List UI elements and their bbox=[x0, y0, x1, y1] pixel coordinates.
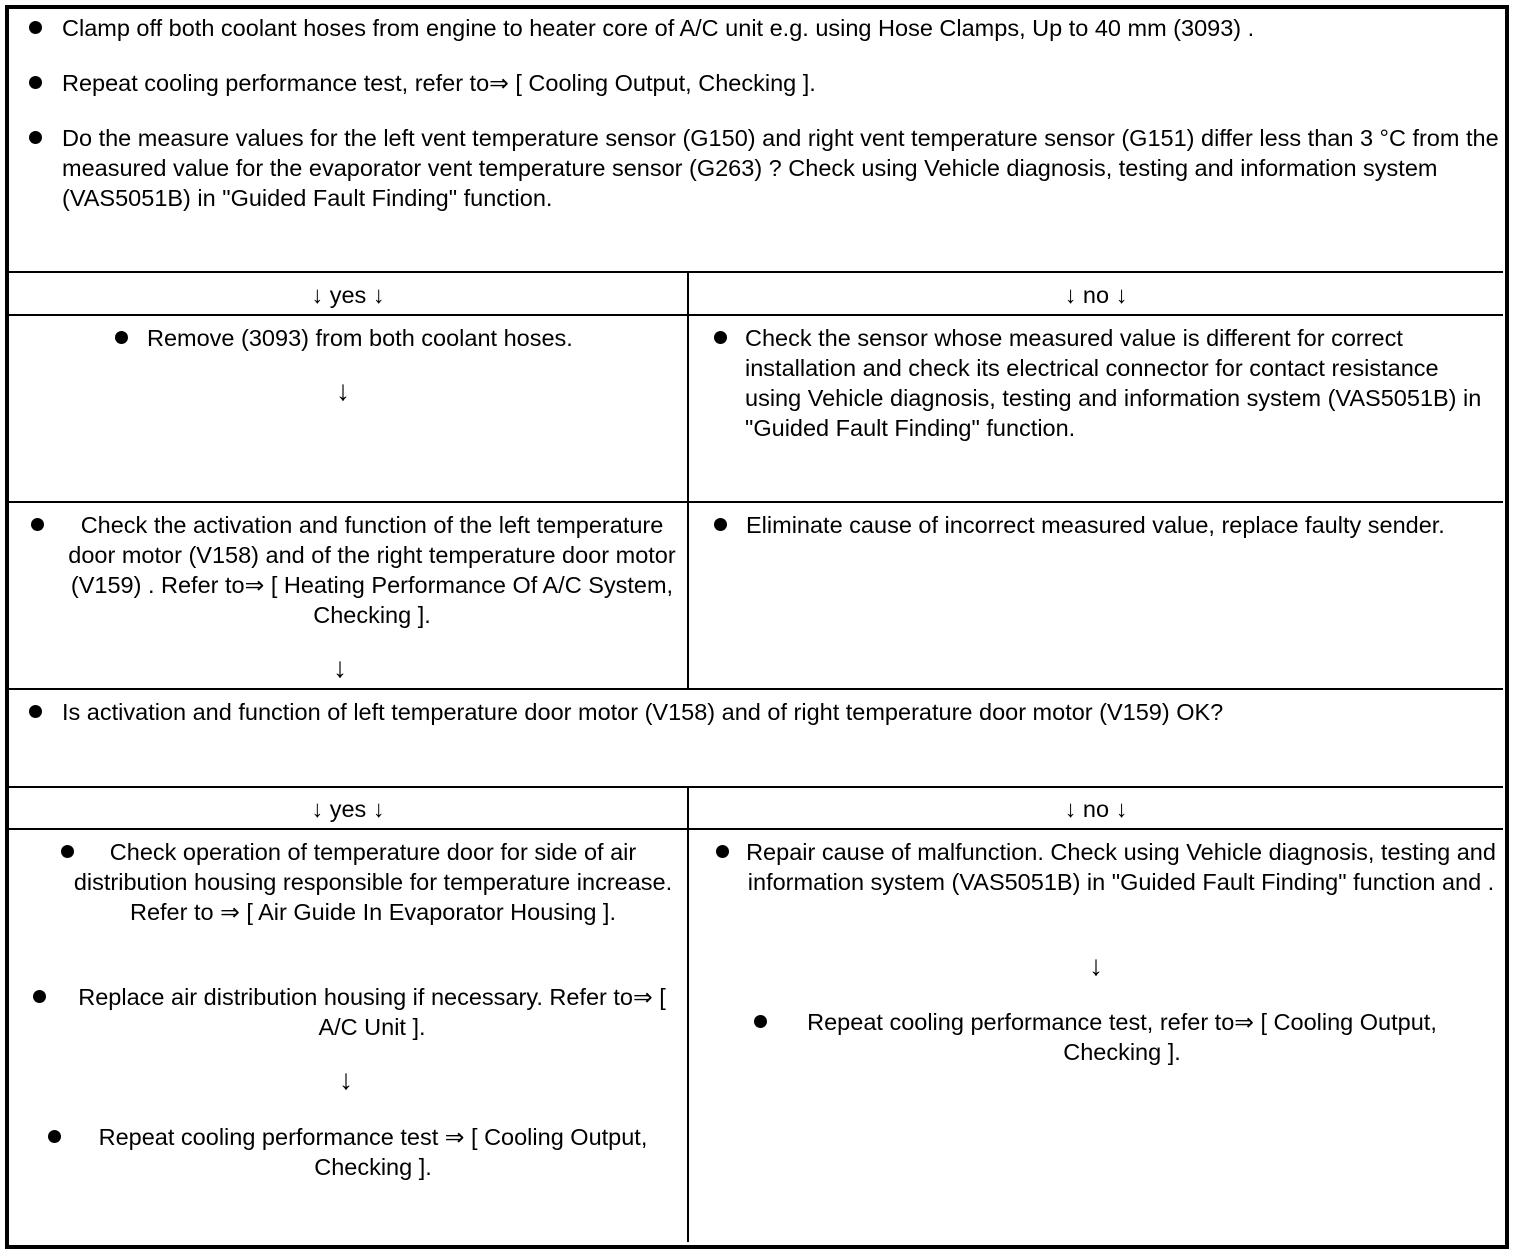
step-repair-malfunction: Repair cause of malfunction. Check using Vehicle diagnosis, testing and information system (VAS5051B) in "Guided Fault Finding" function and . bbox=[746, 839, 1496, 895]
row-divider bbox=[7, 501, 1503, 503]
bullet-icon bbox=[754, 1015, 767, 1028]
column-divider bbox=[687, 272, 689, 689]
step-check-door-motors: Check the activation and function of the left temperature door motor (V158) and of the right temperature door motor (V159) . Refer to⇒ [ Heating Performance Of A/C System, Checking ]. bbox=[68, 512, 676, 628]
down-arrow-icon: ↓ bbox=[1089, 950, 1103, 981]
bullet-icon bbox=[29, 76, 42, 89]
question-door-motors-ok: Is activation and function of left temperature door motor (V158) and of right temperature door motor (V159) OK? bbox=[62, 699, 1224, 725]
step-clamp-hoses: Clamp off both coolant hoses from engine to heater core of A/C unit e.g. using Hose Clamps, Up to 40 mm (3093) . bbox=[62, 15, 1255, 41]
step-repeat-cooling-test-no: Repeat cooling performance test, refer to⇒ [ Cooling Output, Checking ]. bbox=[807, 1009, 1437, 1065]
bullet-icon bbox=[714, 331, 727, 344]
step-check-temperature-door: Check operation of temperature door for side of air distribution housing responsible for temperature increase. Refer to ⇒ [ Air Guide In Evaporator Housing ]. bbox=[73, 839, 673, 925]
step-repeat-cooling-test-yes: Repeat cooling performance test ⇒ [ Cooling Output, Checking ]. bbox=[98, 1124, 648, 1180]
bullet-icon bbox=[29, 21, 42, 34]
question-sensor-values: Do the measure values for the left vent temperature sensor (G150) and right vent temperature sensor (G151) differ less than 3 °C from the measured value for the evaporator vent temperature sensor (G263) ? Check using Vehicle diagnosis, testing and information system (VAS5051B) in "Guided Fault Finding" function. bbox=[62, 125, 1499, 211]
row-divider bbox=[7, 314, 1503, 316]
bullet-icon bbox=[115, 331, 128, 344]
bullet-icon bbox=[31, 518, 44, 531]
bullet-icon bbox=[29, 705, 42, 718]
row-divider bbox=[7, 688, 1503, 690]
yes-branch-label: ↓ yes ↓ bbox=[311, 282, 385, 308]
column-divider bbox=[687, 787, 689, 1242]
down-arrow-icon: ↓ bbox=[339, 1064, 353, 1095]
step-repeat-cooling-test: Repeat cooling performance test, refer to⇒ [ Cooling Output, Checking ]. bbox=[62, 70, 816, 96]
bullet-icon bbox=[714, 518, 727, 531]
step-replace-housing: Replace air distribution housing if necessary. Refer to⇒ [ A/C Unit ]. bbox=[78, 984, 666, 1040]
no-branch-label: ↓ no ↓ bbox=[1064, 282, 1128, 308]
row-divider bbox=[7, 271, 1503, 273]
step-remove-clamps: Remove (3093) from both coolant hoses. bbox=[147, 325, 573, 351]
row-divider bbox=[7, 828, 1503, 830]
row-divider bbox=[7, 786, 1503, 788]
yes-branch-label: ↓ yes ↓ bbox=[311, 796, 385, 822]
bullet-icon bbox=[716, 845, 729, 858]
down-arrow-icon: ↓ bbox=[336, 375, 350, 406]
down-arrow-icon: ↓ bbox=[333, 652, 347, 683]
bullet-icon bbox=[29, 131, 42, 144]
no-branch-label: ↓ no ↓ bbox=[1064, 796, 1128, 822]
step-eliminate-cause: Eliminate cause of incorrect measured value, replace faulty sender. bbox=[746, 512, 1445, 538]
bullet-icon bbox=[48, 1130, 61, 1143]
step-check-sensor: Check the sensor whose measured value is different for correct installation and check its electrical connector for contact resistance using Vehicle diagnosis, testing and information system (VAS5051B) in "Guided Fault Finding" function. bbox=[745, 325, 1482, 441]
bullet-icon bbox=[33, 990, 46, 1003]
